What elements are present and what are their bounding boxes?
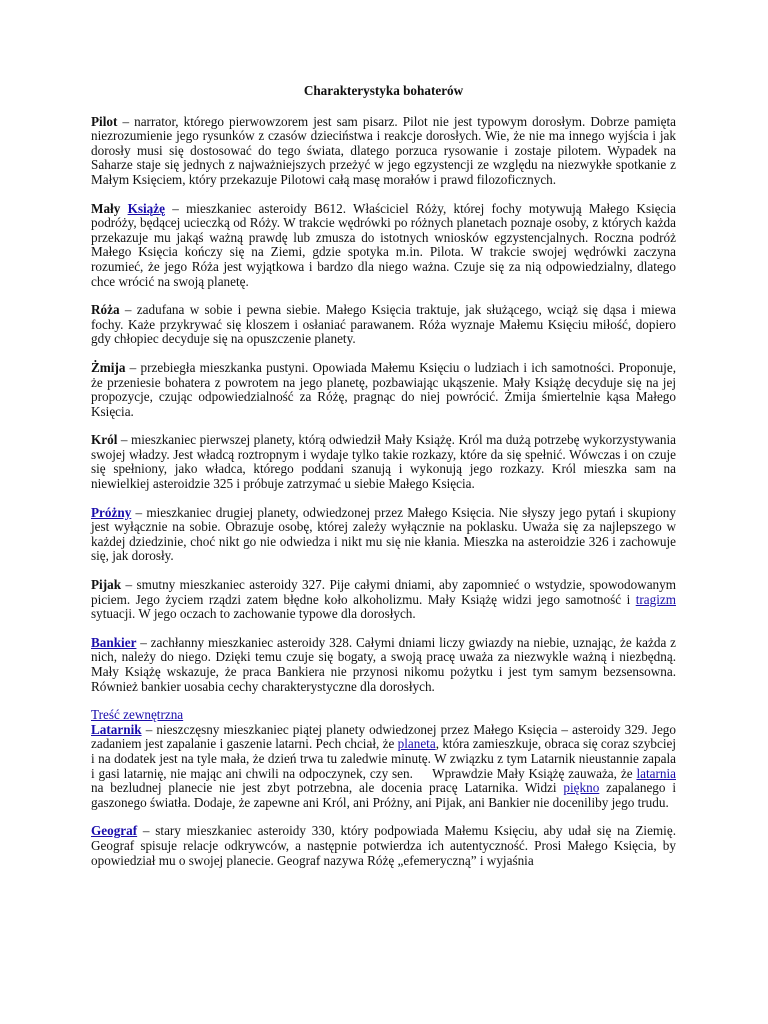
link-latarnik[interactable]: Latarnik bbox=[91, 721, 142, 737]
paragraph-text: – narrator, którego pierwowzorem jest sam pisarz. Pilot nie jest typowym dorosłym. Dobrze pamięta niezrozumienie jego rysunków z czasów dzieciństwa i reakcje dorosłych. Wie, że nie ma innego wyjścia i jak dorosły musi się dostosować do tego świata, dlatego porzuca rysowanie i zostaje pilotem. Wypadek na Saharze staje się jednych z najważniejszych przeżyć w jego egzystencji ze względu na niezwykłe spotkanie z Małym Księciem, który przekazuje Pilotowi całą masę morałów i prawd filozoficznych. bbox=[91, 113, 676, 187]
paragraph-text: – mieszkaniec asteroidy B612. Właściciel Róży, której fochy motywują Małego Księcia podróży, będącej ucieczką od Róży. W trakcie wędrówki po różnych planetach poznaje osoby, z których każda przekazuje mu jakąś ważną prawdę lub zmusza do istotnych wniosków egzystencjalnych. Roczna podróż Małego Księcia kończy się na Ziemi, gdzie spotyka m.in. Pilota. W trakcie swojej wędrówki zaczyna rozumieć, że jego Róża jest wyjątkowa i bardzo dla niego ważna. Czuje się za nią odpowiedzialny, dlatego chce wrócić na swoją planetę. bbox=[91, 200, 676, 289]
paragraph-maly-ksiaze bbox=[91, 202, 676, 290]
link-latarnia[interactable]: latarnia bbox=[636, 765, 676, 781]
paragraph-text: – zadufana w sobie i pewna siebie. Małego Księcia traktuje, jak służącego, wciąż się dąsa i miewa fochy. Każe przykrywać się kloszem i osłaniać parawanem. Róża wyznaje Małemu Księciu miłość, dopiero gdy chłopiec decyduje się na opuszczenie planety. bbox=[91, 302, 676, 347]
link-tresc-zewnetrzna[interactable]: Treść zewnętrzna bbox=[91, 707, 184, 723]
paragraph-roza bbox=[91, 303, 676, 347]
paragraph-pilot bbox=[91, 115, 676, 188]
paragraph-latarnik bbox=[91, 707, 680, 810]
link-piekno[interactable]: piękno bbox=[563, 780, 600, 796]
paragraph-text: – nieszczęsny mieszkaniec piątej planety odwiedzonej przez Małego Księcia – asteroidy 329. Jego zadaniem jest zapalanie i gaszenie latarni. Pech chciał, że bbox=[91, 721, 676, 752]
paragraph-text: , która zamieszkuje, obraca się coraz szybciej i na dodatek jest na tyle mała, że dzień trwa tu zaledwie minutę. W związku z tym Latarnik nieustannie zapala i gasi latarnię, nie mając ani chwili na odpoczynek, czy sen. Wprawdzie Mały Książę zauważa, że bbox=[91, 736, 680, 781]
page-title: Charakterystyka bohaterów bbox=[303, 83, 464, 98]
paragraph-text: – smutny mieszkaniec asteroidy 327. Pije całymi dniami, aby zapomnieć o wstydzie, spowodowanym piciem. Jego życiem rządzi zatem błędne koło alkoholizmu. Mały Książę widzi jego samotność i bbox=[91, 577, 676, 607]
paragraph-zmija bbox=[91, 361, 676, 419]
link-planeta[interactable]: planeta bbox=[397, 736, 436, 752]
paragraph-text: – zachłanny mieszkaniec asteroidy 328. Całymi dniami liczy gwiazdy na niebie, uznając, że każda z nich, należy do niego. Dzięki temu czuje się bogaty, a swoją pracę uważa za niezwykle ważną i niezbędną. Mały Książę wskazuje, że praca Bankiera nie przynosi nikomu pożytku i jest tym samym bezsensowna. Również bankier uosabia cechy charakterystyczne dla dorosłych. bbox=[91, 634, 676, 694]
character-name-pilot: Pilot bbox=[91, 113, 118, 129]
link-geograf[interactable]: Geograf bbox=[91, 823, 138, 839]
character-name-roza: Róża bbox=[91, 302, 120, 318]
link-tragizm[interactable]: tragizm bbox=[635, 591, 676, 607]
link-ksiaze[interactable]: Książę bbox=[127, 200, 165, 216]
paragraph-text: – mieszkaniec pierwszej planety, którą odwiedził Mały Książę. Król ma dużą potrzebę wykorzystywania swojej władzy. Jest władcą roztropnym i wydaje tylko takie rozkazy, które da się spełnić. Wówczas i on czuje się spełniony, jako władca, którego poddani szanują i wykonują jego rozkazy. Król mieszka sam na niewielkiej asteroidzie 325 i próbuje zatrzymać u siebie Małego Księcia. bbox=[91, 432, 676, 492]
paragraph-text: – mieszkaniec drugiej planety, odwiedzonej przez Małego Księcia. Nie słyszy jego pytań i skupiony jest wyłącznie na sobie. Obrazuje osobę, której zależy wyłącznie na poklasku. Uważa się za najlepszego w każdej dziedzinie, choć nikt go nie odwiedza i nikt mu się nie kłania. Mieszka na asteroidzie 326 i zachowuje się, jak dorosły. bbox=[91, 504, 676, 564]
paragraph-pijak bbox=[91, 578, 676, 622]
link-bankier[interactable]: Bankier bbox=[91, 634, 137, 650]
paragraph-prozny bbox=[91, 506, 676, 564]
character-name-pijak: Pijak bbox=[91, 577, 122, 593]
character-name-krol: Król bbox=[91, 432, 118, 448]
paragraph-text: na bezludnej planecie nie jest zbyt potrzebna, ale docenia pracę Latarnika. Widzi bbox=[91, 780, 564, 796]
paragraph-krol bbox=[91, 433, 676, 491]
document-page bbox=[91, 83, 680, 882]
paragraph-text: zapalanego i gaszonego światła. Dodaje, że zapewne ani Król, ani Próżny, ani Pijak, ani Bankier nie doceniliby jego trudu. bbox=[91, 780, 676, 810]
paragraph-text: – przebiegła mieszkanka pustyni. Opowiada Małemu Księciu o ludziach i ich samotności. Proponuje, że przeniesie bohatera z powrotem na jego planetę, pozbawiając ukąszenie. Mały Książę decyduje się na jej propozycje, czując odpowiedzialność za Różę, pragnąc do niej powrócić. Żmija śmiertelnie kąsa Małego Księcia. bbox=[91, 359, 676, 419]
character-name-prefix: Mały bbox=[91, 200, 128, 216]
paragraph-text: – stary mieszkaniec asteroidy 330, który podpowiada Małemu Księciu, aby udał się na Ziemię. Geograf spisuje relacje odkrywców, a następnie potwierdza ich autentyczność. Prosi Małego Księcia, by opowiedział mu o swojej planecie. Geograf nazywa Różę „efemeryczną” i wyjaśnia bbox=[91, 823, 676, 868]
paragraph-text: sytuacji. W jego oczach to zachowanie typowe dla dorosłych. bbox=[91, 606, 416, 622]
character-name-zmija: Żmija bbox=[91, 359, 126, 375]
paragraph-geograf bbox=[91, 824, 676, 868]
paragraph-bankier bbox=[91, 636, 676, 694]
link-prozny[interactable]: Próżny bbox=[91, 504, 132, 520]
